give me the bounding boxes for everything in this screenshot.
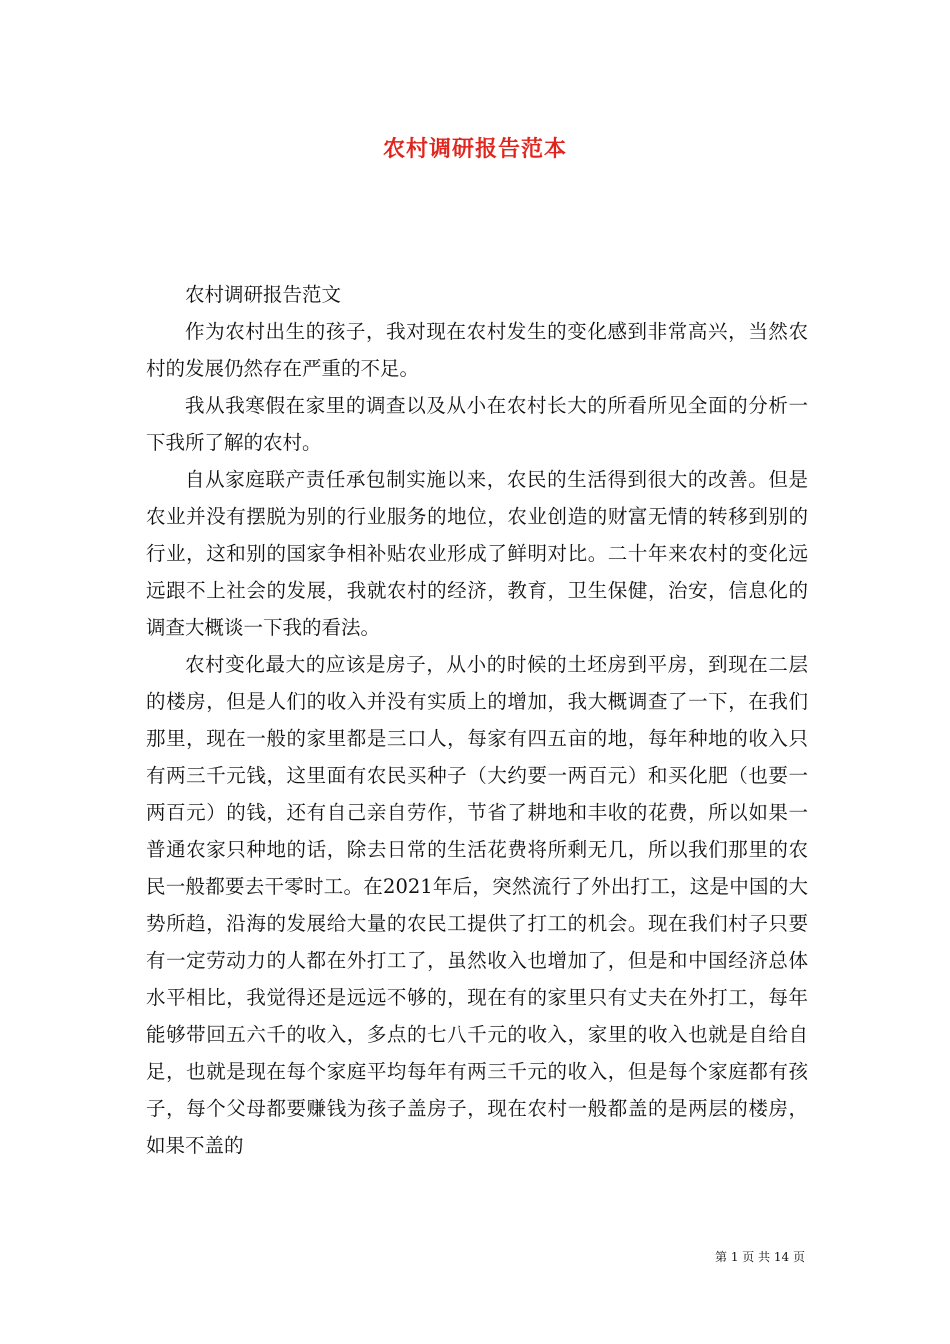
document-title: 农村调研报告范本 (382, 136, 567, 162)
document-body (146, 276, 808, 1164)
paragraph: 农村变化最大的应该是房子，从小的时候的土坯房到平房，到现在二层的楼房，但是人们的收入并没有实质上的增加，我大概调查了一下，在我们那里，现在一般的家里都是三口人，每家有四五亩的地，每年种地的收入只有两三千元钱，这里面有农民买种子（大约要一两百元）和买化肥（也要一两百元）的钱，还有自己亲自劳作，节省了耕地和丰收的花费，所以如果一普通农家只种地的话，除去日常的生活花费将所剩无几，所以我们那里的农民一般都要去干零时工。在2021年后，突然流行了外出打工，这是中国的大势所趋，沿海的发展给大量的农民工提供了打工的机会。现在我们村子只要有一定劳动力的人都在外打工了，虽然收入也增加了，但是和中国经济总体水平相比，我觉得还是远远不够的，现在有的家里只有丈夫在外打工，每年能够带回五六千的收入，多点的七八千元的收入，家里的收入也就是自给自足，也就是现在每个家庭平均每年有两三千元的收入，但是每个家庭都有孩子，每个父母都要赚钱为孩子盖房子，现在农村一般都盖的是两层的楼房，如果不盖的 (146, 653, 808, 1157)
paragraph: 我从我寒假在家里的调查以及从小在农村长大的所看所见全面的分析一下我所了解的农村。 (146, 394, 808, 454)
paragraph: 作为农村出生的孩子，我对现在农村发生的变化感到非常高兴，当然农村的发展仍然存在严重的不足。 (146, 320, 808, 380)
page-number-footer: 第 1 页 共 14 页 (715, 1250, 805, 1264)
paragraph-subtitle: 农村调研报告范文 (185, 283, 342, 306)
paragraph: 自从家庭联产责任承包制实施以来，农民的生活得到很大的改善。但是农业并没有摆脱为别的行业服务的地位，农业创造的财富无情的转移到别的行业，这和别的国家争相补贴农业形成了鲜明对比。二十年来农村的变化远远跟不上社会的发展，我就农村的经济，教育，卫生保健，治安，信息化的调查大概谈一下我的看法。 (146, 468, 808, 639)
